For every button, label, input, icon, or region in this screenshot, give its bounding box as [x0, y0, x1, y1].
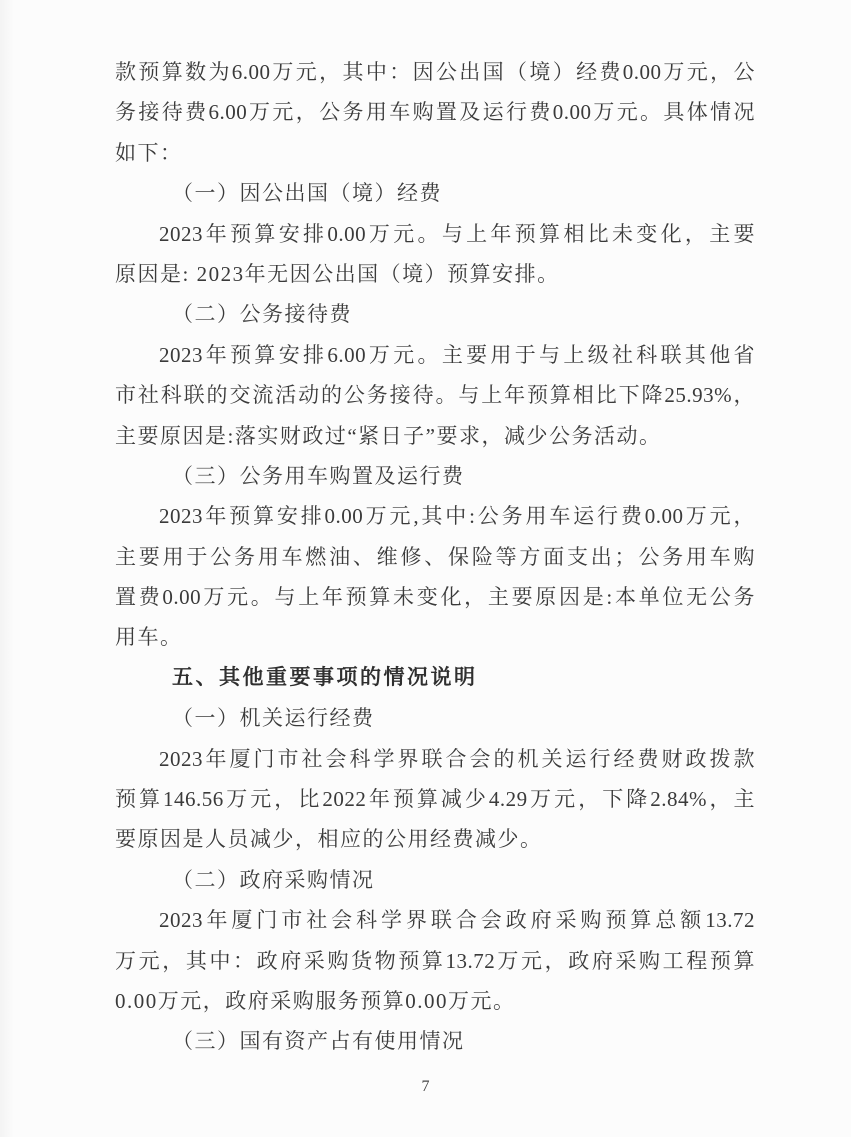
body-text-line: 主要用于公务用车燃油、维修、保险等方面支出；公务用车购 [115, 544, 755, 569]
subsection-heading: （三）公务用车购置及运行费 [172, 463, 465, 488]
body-text-line: 0.00万元，政府采购服务预算0.00万元。 [115, 988, 516, 1013]
subsection-heading: （一）机关运行经费 [172, 706, 375, 731]
body-text-line: 2023年预算安排6.00万元。主要用于与上级社科联其他省 [159, 342, 755, 367]
body-text-line: 预算146.56万元，比2022年预算减少4.29万元，下降2.84%，主 [115, 787, 755, 812]
body-text-line: 万元，其中：政府采购货物预算13.72万元，政府采购工程预算 [115, 948, 755, 973]
document-content [115, 52, 755, 1062]
body-text-line: 要原因是人员减少，相应的公用经费减少。 [115, 827, 543, 852]
body-text-line: 原因是: 2023年无因公出国（境）预算安排。 [115, 261, 560, 286]
body-text-line: 如下： [115, 140, 183, 165]
body-text-line: 务接待费6.00万元，公务用车购置及运行费0.00万元。具体情况 [115, 100, 755, 125]
subsection-heading: （二）政府采购情况 [172, 867, 375, 892]
subsection-heading: （一）因公出国（境）经费 [172, 181, 442, 206]
body-text-line: 主要原因是:落实财政过“紧日子”要求，减少公务活动。 [115, 423, 662, 448]
body-text-line: 置费0.00万元。与上年预算未变化，主要原因是:本单位无公务 [115, 585, 755, 610]
section-heading: 五、其他重要事项的情况说明 [172, 665, 478, 689]
body-text-line: 2023年预算安排0.00万元。与上年预算相比未变化，主要 [159, 221, 755, 246]
body-text-line: 2023年厦门市社会科学界联合会政府采购预算总额13.72 [159, 908, 755, 933]
body-text-line: 市社科联的交流活动的公务接待。与上年预算相比下降25.93%， [115, 383, 755, 408]
body-text-line: 款预算数为6.00万元，其中：因公出国（境）经费0.00万元，公 [115, 60, 755, 84]
body-text-line: 2023年厦门市社会科学界联合会的机关运行经费财政拨款 [159, 746, 755, 771]
subsection-heading: （三）国有资产占有使用情况 [172, 1029, 465, 1054]
subsection-heading: （二）公务接待费 [172, 302, 352, 327]
body-text-line: 用车。 [115, 625, 183, 650]
page-number: 7 [421, 1078, 430, 1095]
body-text-line: 2023年预算安排0.00万元,其中:公务用车运行费0.00万元， [159, 504, 755, 529]
